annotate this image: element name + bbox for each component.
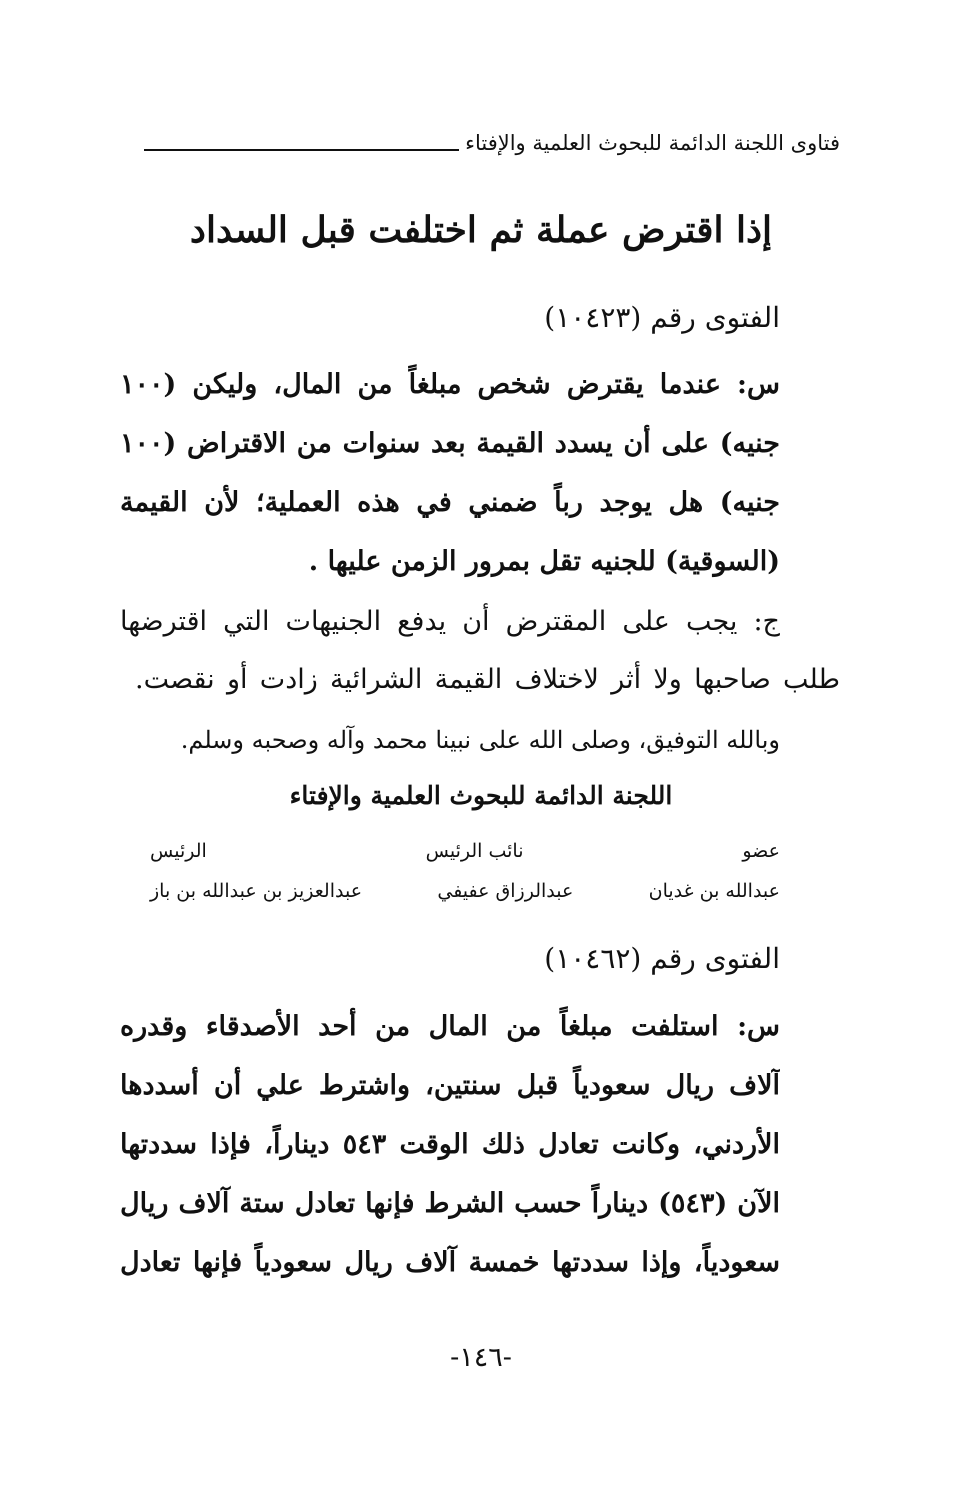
fatwa-1-answer [120,592,780,651]
page-number: -١٤٦- [450,1342,512,1373]
fatwa-1-question [120,355,780,591]
question-line: الأردني، وكانت تعادل ذلك الوقت ٥٤٣ ديناراً، فإذا سددتها [120,1129,780,1160]
signatory-name: عبدالرزاق عفيفي [437,880,574,902]
signatory-role: عضو [742,840,780,862]
header-rule [144,149,459,151]
fatwa-2-question [120,997,780,1292]
question-line: جنيه) على أن يسدد القيمة بعد سنوات من الاقتراض (١٠٠ [120,428,780,459]
signatory-role: نائب الرئيس [425,840,524,862]
question-line: س: عندما يقترض شخص مبلغاً من المال، وليكن (١٠٠ [120,369,780,400]
fatwa-1-number: الفتوى رقم (١٠٤٢٣) [544,301,780,334]
question-line: س: استلفت مبلغاً من المال من أحد الأصدقاء وقدره [120,1011,780,1042]
question-line: (السوقية) للجنيه تقل بمرور الزمن عليها . [308,546,780,577]
running-header-title: فتاوى اللجنة الدائمة للبحوث العلمية والإفتاء [465,131,840,155]
signatory-name: عبدالله بن غديان [648,880,780,902]
running-header [144,126,840,160]
question-line: جنيه) هل يوجد رباً ضمني في هذه العملية؛ لأن القيمة [120,487,780,518]
question-line: الآن (٥٤٣) ديناراً حسب الشرط فإنها تعادل ستة آلاف ريال [120,1188,780,1219]
question-line: آلاف ريال سعودياً قبل سنتين، واشترط علي أن أسددها [120,1070,780,1101]
signatory-name: عبدالعزيز بن عبدالله بن باز [150,880,363,902]
signatory-names [150,874,780,908]
fatwa-1-answer-line-2: طلب صاحبها ولا أثر لاختلاف القيمة الشرائية زادت أو نقصت. [135,664,840,695]
article-title: إذا اقترض عملة ثم اختلفت قبل السداد [189,209,773,251]
signatory-roles [150,834,780,868]
fatwa-2-number: الفتوى رقم (١٠٤٦٢) [544,942,780,975]
answer-line: ج: يجب على المقترض أن يدفع الجنيهات التي اقترضها [120,606,780,637]
signatory-role: الرئيس [150,840,207,862]
question-line: سعودياً، وإذا سددتها خمسة آلاف ريال سعودياً فإنها تعادل [120,1247,780,1278]
committee-name: اللجنة الدائمة للبحوث العلمية والإفتاء [289,781,673,810]
closing-formula: وبالله التوفيق، وصلى الله على نبينا محمد وآله وصحبه وسلم. [180,726,780,754]
